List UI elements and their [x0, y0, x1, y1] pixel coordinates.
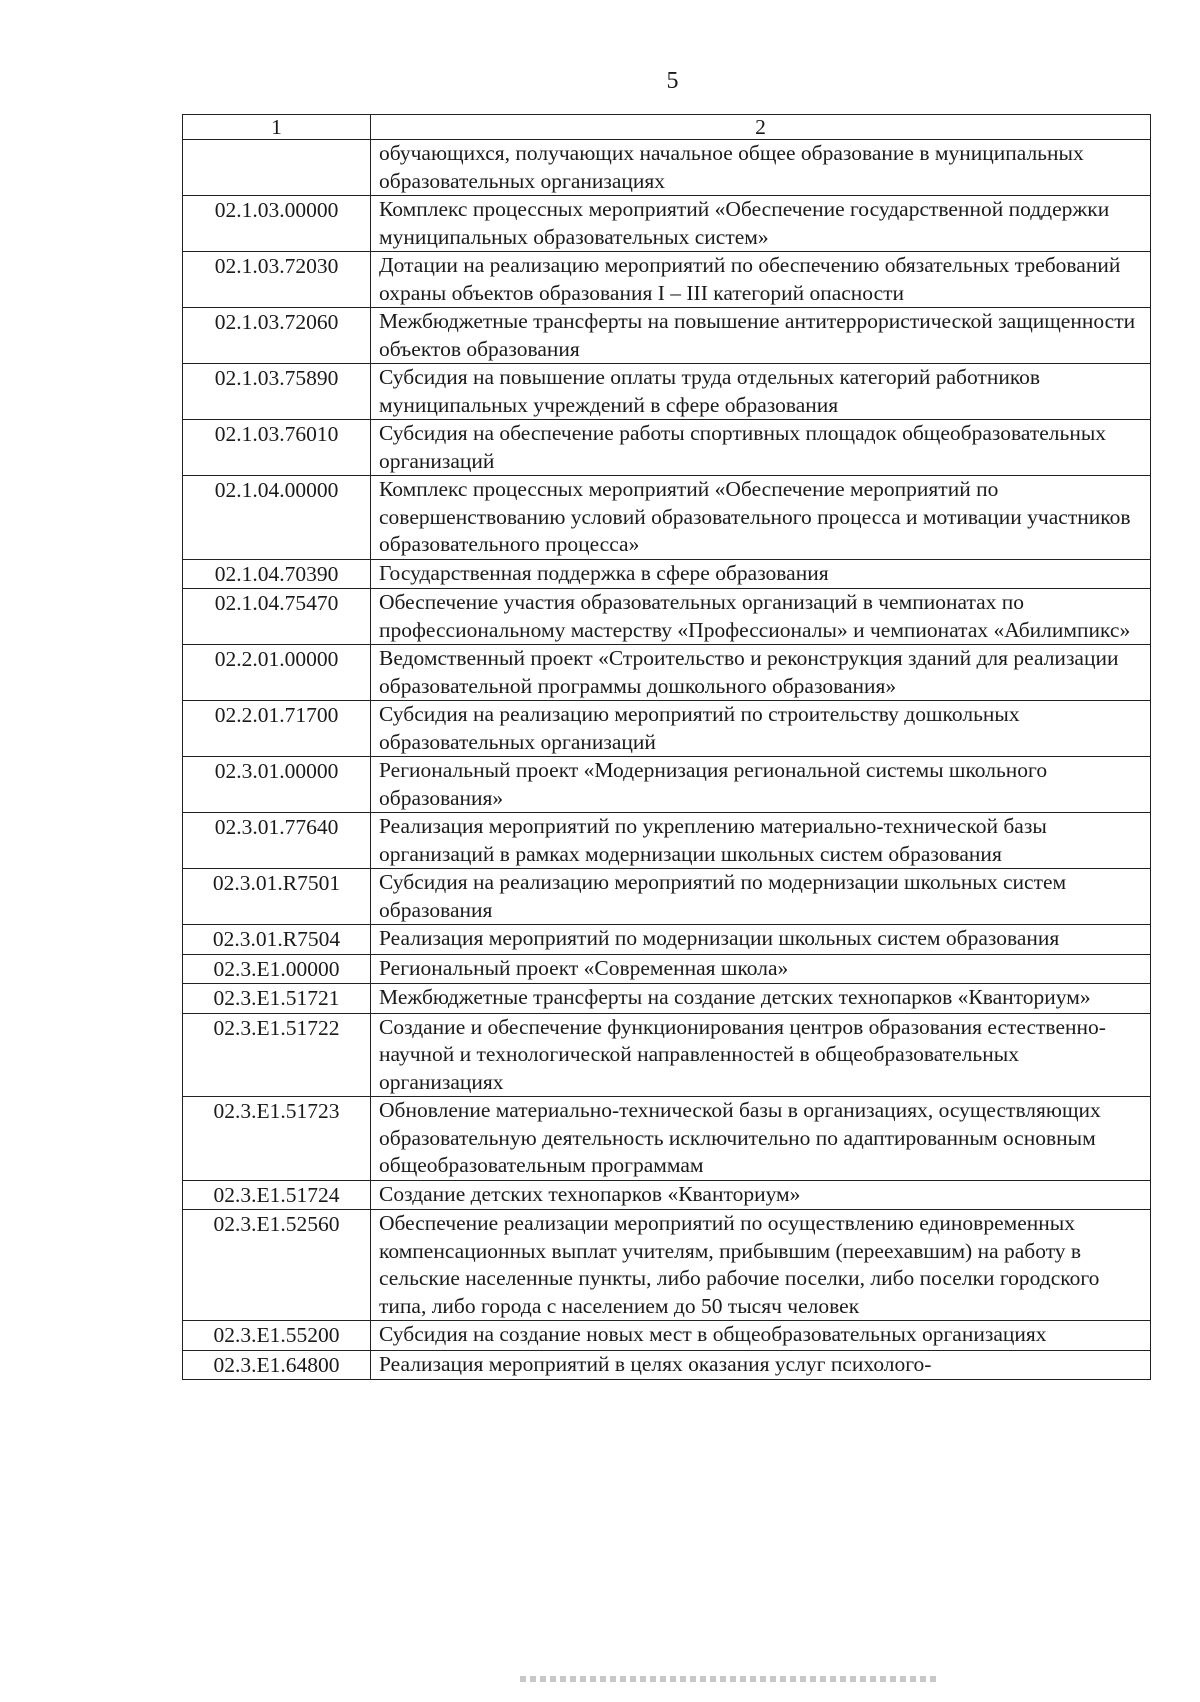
row-description: Субсидия на повышение оплаты труда отдельных категорий работников муниципальных учреждений в сфере образования [371, 364, 1151, 420]
scan-artifact [520, 1676, 940, 1682]
row-description: Региональный проект «Современная школа» [371, 954, 1151, 984]
row-code: 02.1.04.75470 [183, 589, 371, 645]
row-description: Субсидия на обеспечение работы спортивных площадок общеобразовательных организаций [371, 420, 1151, 476]
row-description: Реализация мероприятий по модернизации школьных систем образования [371, 925, 1151, 955]
row-code: 02.2.01.00000 [183, 645, 371, 701]
row-code: 02.3.E1.51723 [183, 1097, 371, 1181]
table-row [183, 1097, 1151, 1181]
budget-classification-table [182, 114, 1151, 1380]
row-code: 02.3.E1.00000 [183, 954, 371, 984]
row-code: 02.3.01.00000 [183, 757, 371, 813]
row-code [183, 140, 371, 196]
table-row [183, 364, 1151, 420]
table-row [183, 1350, 1151, 1380]
table-row [183, 757, 1151, 813]
table-row [183, 196, 1151, 252]
row-description: Комплекс процессных мероприятий «Обеспечение государственной поддержки муниципальных образовательных систем» [371, 196, 1151, 252]
row-description: Субсидия на реализацию мероприятий по строительству дошкольных образовательных организаций [371, 701, 1151, 757]
row-description: Государственная поддержка в сфере образования [371, 559, 1151, 589]
row-description: Создание и обеспечение функционирования центров образования естественно-научной и технологической направленностей в общеобразовательных организациях [371, 1013, 1151, 1097]
table-row [183, 1321, 1151, 1351]
row-code: 02.1.03.00000 [183, 196, 371, 252]
row-description: Межбюджетные трансферты на повышение антитеррористической защищенности объектов образования [371, 308, 1151, 364]
table-row [183, 140, 1151, 196]
page-number: 5 [666, 68, 679, 94]
column-header-code: 1 [183, 115, 371, 140]
row-code: 02.2.01.71700 [183, 701, 371, 757]
row-code: 02.1.03.76010 [183, 420, 371, 476]
row-code: 02.1.04.00000 [183, 476, 371, 560]
table-row [183, 589, 1151, 645]
row-code: 02.1.03.72060 [183, 308, 371, 364]
table-row [183, 559, 1151, 589]
table-row [183, 252, 1151, 308]
table-header-row [183, 115, 1151, 140]
row-description: Субсидия на создание новых мест в общеобразовательных организациях [371, 1321, 1151, 1351]
row-code: 02.3.01.R7501 [183, 869, 371, 925]
row-description: Региональный проект «Модернизация региональной системы школьного образования» [371, 757, 1151, 813]
row-code: 02.1.03.75890 [183, 364, 371, 420]
row-description: Обеспечение участия образовательных организаций в чемпионатах по профессиональному мастерству «Профессионалы» и чемпионатах «Абилимпикс» [371, 589, 1151, 645]
row-code: 02.3.E1.52560 [183, 1210, 371, 1321]
table-row [183, 701, 1151, 757]
table-row [183, 420, 1151, 476]
row-description: Ведомственный проект «Строительство и реконструкция зданий для реализации образовательной программы дошкольного образования» [371, 645, 1151, 701]
row-code: 02.3.E1.51724 [183, 1180, 371, 1210]
row-code: 02.3.01.77640 [183, 813, 371, 869]
row-code: 02.1.04.70390 [183, 559, 371, 589]
table-row [183, 1180, 1151, 1210]
table-row [183, 308, 1151, 364]
row-code: 02.3.E1.51721 [183, 984, 371, 1014]
row-description: Реализация мероприятий по укреплению материально-технической базы организаций в рамках модернизации школьных систем образования [371, 813, 1151, 869]
row-code: 02.3.E1.51722 [183, 1013, 371, 1097]
row-code: 02.3.E1.64800 [183, 1350, 371, 1380]
table-row [183, 645, 1151, 701]
row-description: Межбюджетные трансферты на создание детских технопарков «Кванториум» [371, 984, 1151, 1014]
table-row [183, 1013, 1151, 1097]
table-row [183, 869, 1151, 925]
table-row [183, 813, 1151, 869]
table-row [183, 954, 1151, 984]
row-description: Субсидия на реализацию мероприятий по модернизации школьных систем образования [371, 869, 1151, 925]
row-description: Реализация мероприятий в целях оказания услуг психолого- [371, 1350, 1151, 1380]
row-description: Создание детских технопарков «Кванториум» [371, 1180, 1151, 1210]
table-row [183, 1210, 1151, 1321]
row-code: 02.3.E1.55200 [183, 1321, 371, 1351]
row-description: Обновление материально-технической базы в организациях, осуществляющих образовательную деятельность исключительно по адаптированным основным общеобразовательным программам [371, 1097, 1151, 1181]
row-description: Дотации на реализацию мероприятий по обеспечению обязательных требований охраны объектов образования I – III категорий опасности [371, 252, 1151, 308]
column-header-description: 2 [371, 115, 1151, 140]
row-description: обучающихся, получающих начальное общее образование в муниципальных образовательных организациях [371, 140, 1151, 196]
table-row [183, 984, 1151, 1014]
row-description: Обеспечение реализации мероприятий по осуществлению единовременных компенсационных выплат учителям, прибывшим (переехавшим) на работу в сельские населенные пункты, либо рабочие поселки, либо поселки городского типа, либо города с населением до 50 тысяч человек [371, 1210, 1151, 1321]
row-description: Комплекс процессных мероприятий «Обеспечение мероприятий по совершенствованию условий образовательного процесса и мотивации участников образовательного процесса» [371, 476, 1151, 560]
table-row [183, 925, 1151, 955]
row-code: 02.3.01.R7504 [183, 925, 371, 955]
row-code: 02.1.03.72030 [183, 252, 371, 308]
table-row [183, 476, 1151, 560]
